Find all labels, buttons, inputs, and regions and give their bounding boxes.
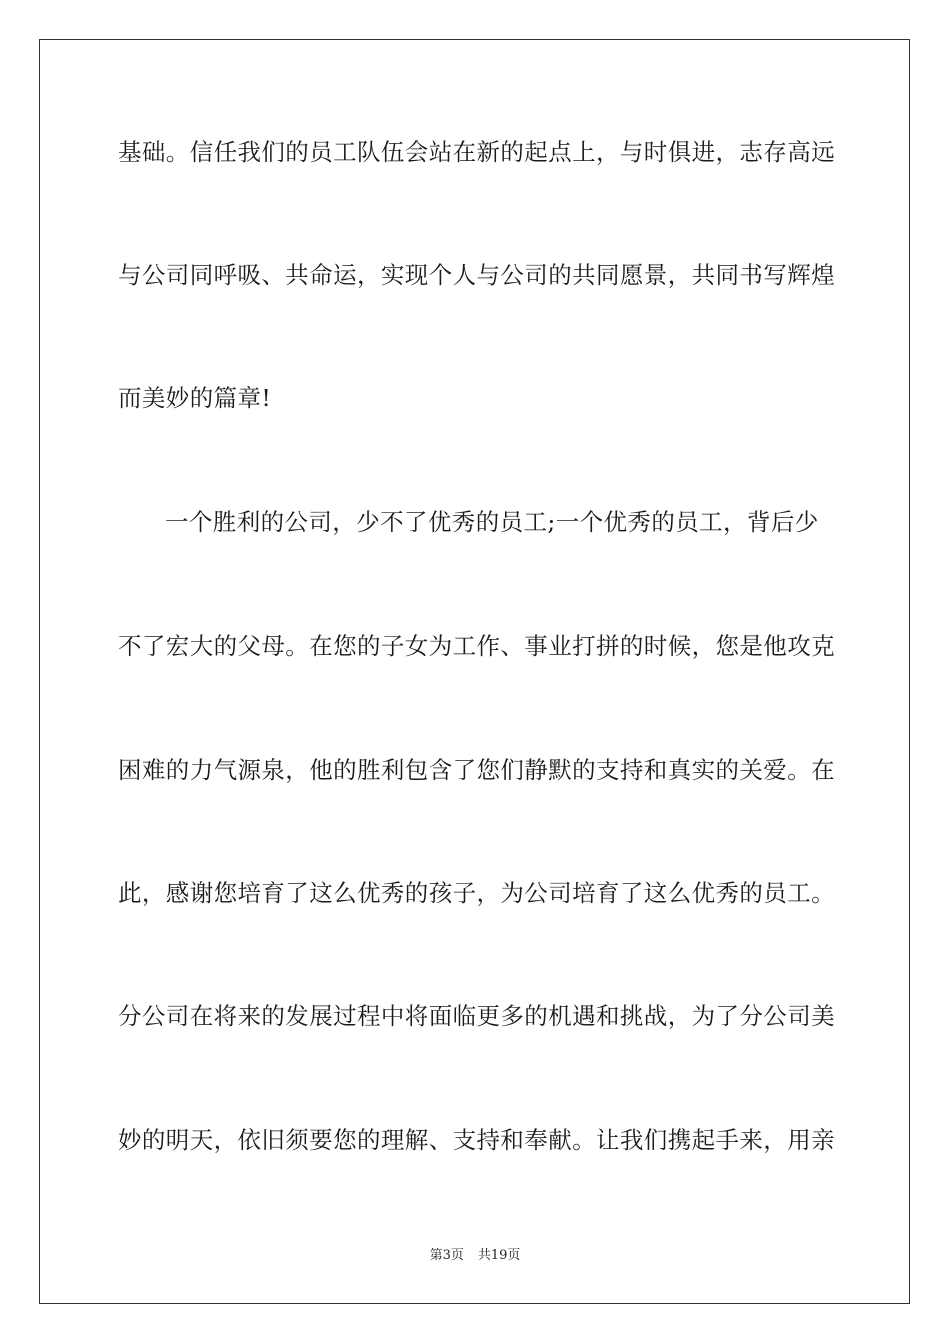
text-line: 不了宏大的父母。在您的子女为工作、事业打拼的时候，您是他攻克 — [118, 632, 835, 660]
text-line: 分公司在将来的发展过程中将面临更多的机遇和挑战，为了分公司美 — [118, 1002, 835, 1030]
text-line: 与公司同呼吸、共命运，实现个人与公司的共同愿景，共同书写辉煌 — [118, 261, 835, 289]
text-line: 妙的明天，依旧须要您的理解、支持和奉献。让我们携起手来，用亲 — [118, 1126, 835, 1154]
text-line: 基础。信任我们的员工队伍会站在新的起点上，与时俱进，志存高远 — [118, 138, 835, 166]
page-number: 第3页 — [429, 1248, 464, 1263]
page-border — [39, 39, 910, 1304]
text-line: 困难的力气源泉，他的胜利包含了您们静默的支持和真实的关爱。在 — [118, 756, 835, 784]
page-footer — [0, 1247, 950, 1265]
text-line: 而美妙的篇章! — [118, 384, 272, 412]
text-line: 此，感谢您培育了这么优秀的孩子，为公司培育了这么优秀的员工。 — [118, 879, 835, 907]
page-total: 共19页 — [477, 1248, 521, 1263]
paragraph-first-line: 一个胜利的公司，少不了优秀的员工;一个优秀的员工，背后少 — [165, 508, 819, 536]
